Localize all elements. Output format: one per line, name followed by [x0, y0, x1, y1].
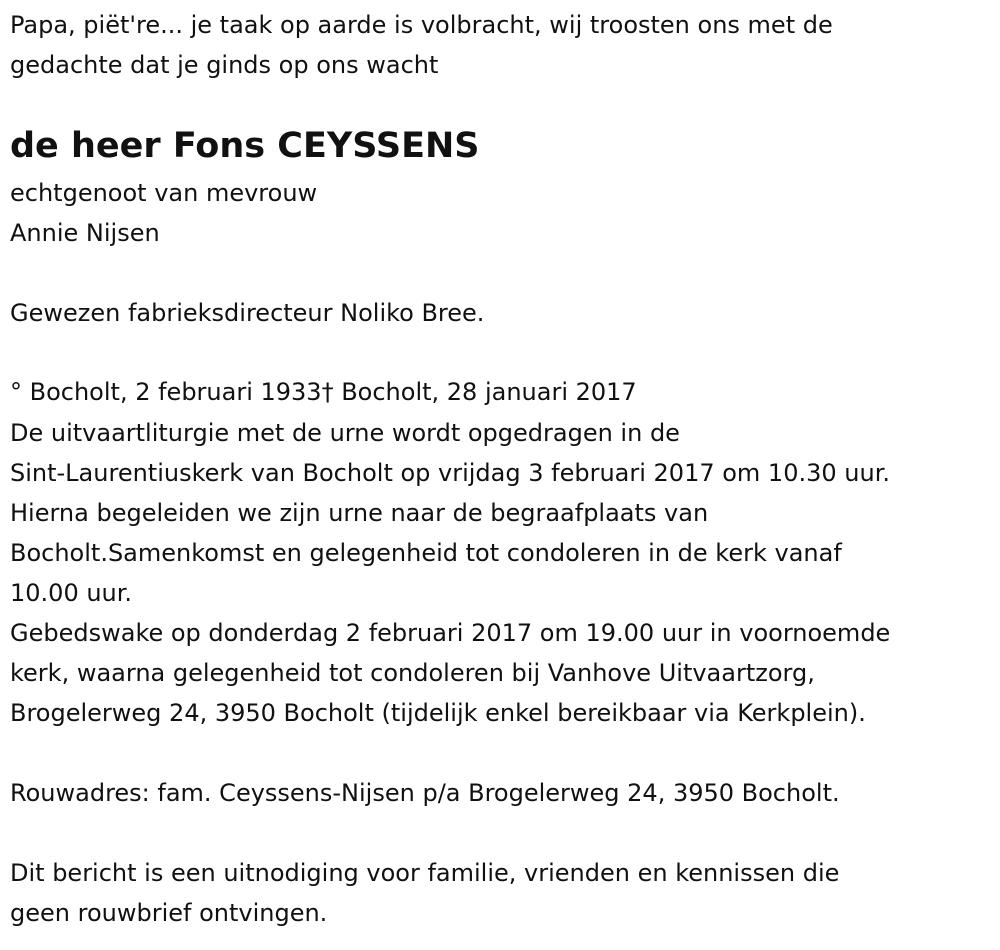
spouse-name: Annie Nijsen — [10, 219, 160, 247]
wake-line-3: Brogelerweg 24, 3950 Bocholt (tijdelijk enkel bereikbaar via Kerkplein). — [10, 699, 866, 727]
quote-line-1: Papa, piët're... je taak op aarde is volbracht, wij troosten ons met de — [10, 11, 833, 39]
occupation: Gewezen fabrieksdirecteur Noliko Bree. — [10, 299, 485, 327]
mourning-address: Rouwadres: fam. Ceyssens-Nijsen p/a Brogelerweg 24, 3950 Bocholt. — [10, 779, 840, 807]
invitation-line-2: geen rouwbrief ontvingen. — [10, 899, 328, 927]
wake-line-2: kerk, waarna gelegenheid tot condoleren bij Vanhove Uitvaartzorg, — [10, 659, 815, 687]
invitation-line-1: Dit bericht is een uitnodiging voor familie, vrienden en kennissen die — [10, 859, 840, 887]
relation-line: echtgenoot van mevrouw — [10, 179, 318, 207]
quote-line-2: gedachte dat je ginds op ons wacht — [10, 51, 439, 79]
deceased-name: de heer Fons CEYSSENS — [10, 126, 480, 166]
birth-death-dates: ° Bocholt, 2 februari 1933† Bocholt, 28 januari 2017 — [10, 378, 637, 406]
wake-line-1: Gebedswake op donderdag 2 februari 2017 om 19.00 uur in voornoemde — [10, 619, 891, 647]
funeral-line-4: Bocholt.Samenkomst en gelegenheid tot condoleren in de kerk vanaf — [10, 539, 842, 567]
funeral-line-5: 10.00 uur. — [10, 579, 133, 607]
funeral-line-1: De uitvaartliturgie met de urne wordt opgedragen in de — [10, 419, 680, 447]
funeral-line-3: Hierna begeleiden we zijn urne naar de begraafplaats van — [10, 499, 709, 527]
funeral-line-2: Sint-Laurentiuskerk van Bocholt op vrijdag 3 februari 2017 om 10.30 uur. — [10, 459, 890, 487]
